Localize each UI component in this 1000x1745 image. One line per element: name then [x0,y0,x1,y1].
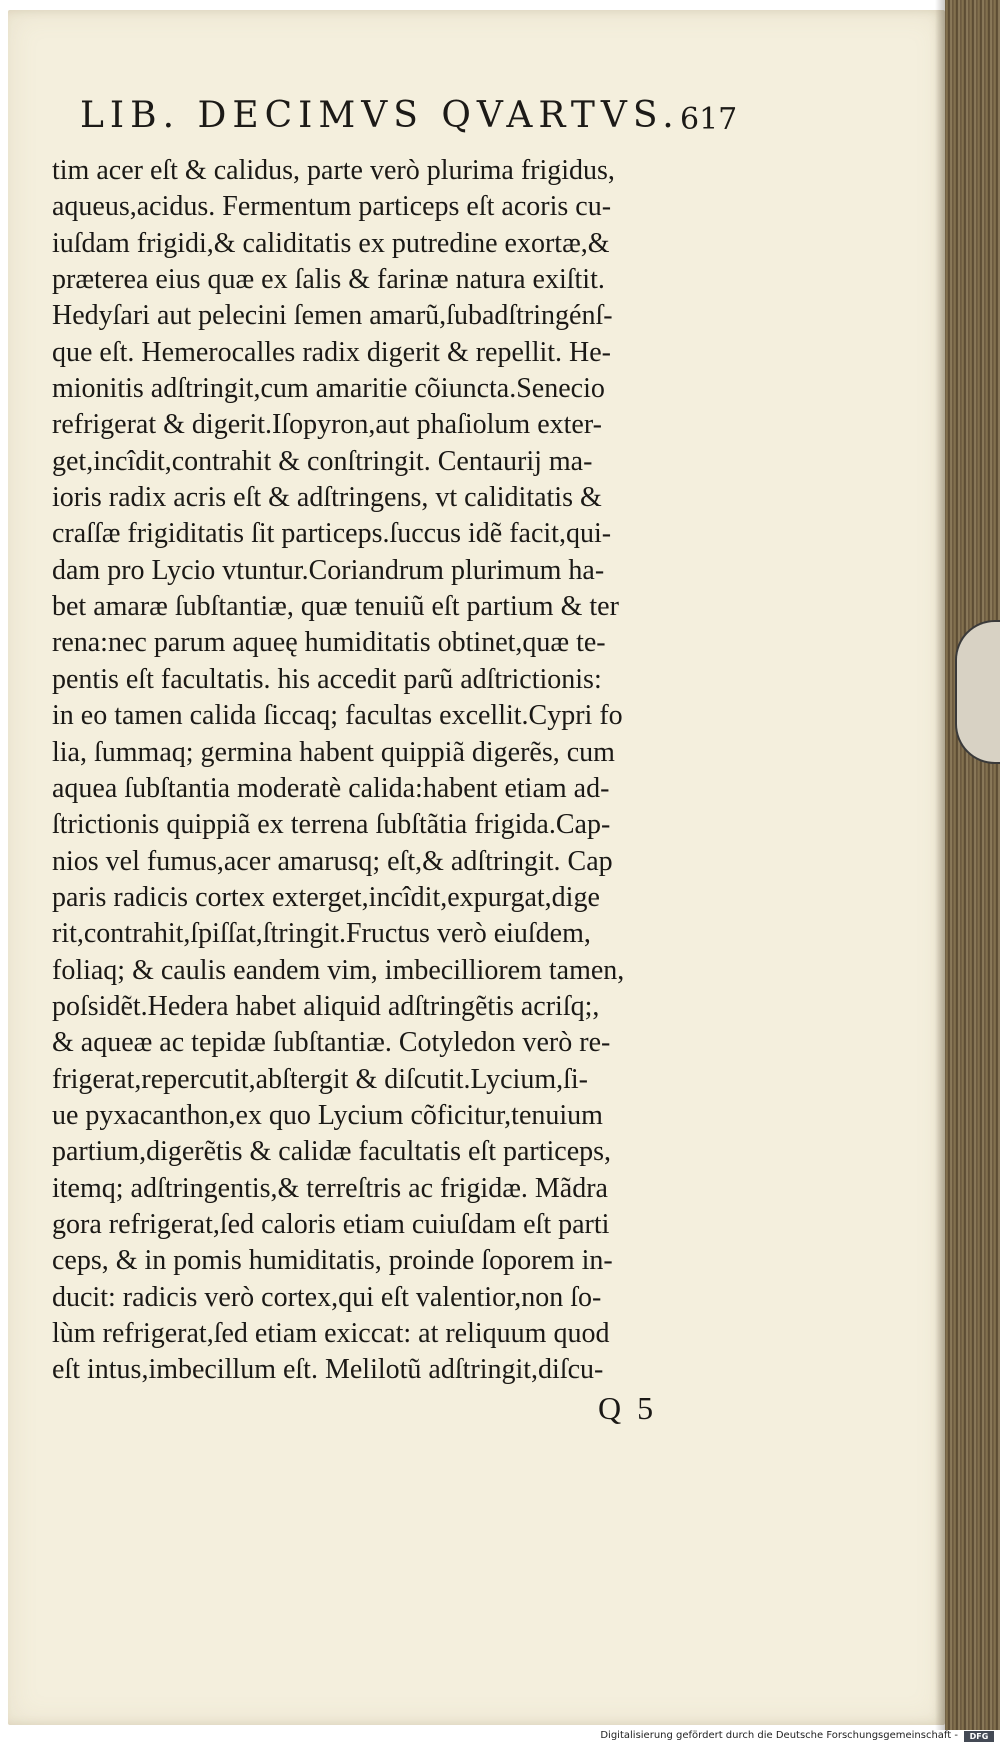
text-line: eſt intus,imbecillum eſt. Melilotũ adſtringit,diſcu- [52,1354,604,1386]
book-edge [945,0,1000,1730]
text-line: præterea eius quæ ex ſalis & farinæ natura exiſtit. [52,264,605,296]
text-line: ducit: radicis verò cortex,qui eſt valentior,non ſo- [52,1281,602,1313]
running-title: LIB. DECIMVS QVARTVS. [80,95,680,136]
text-line: gora refrigerat,ſed caloris etiam cuiuſdam eſt parti [52,1208,610,1240]
text-line: ue pyxacanthon,ex quo Lycium cõficitur,tenuium [52,1099,603,1131]
text-line: pentis eſt facultatis. his accedit parũ adſtrictionis: [52,663,602,695]
clip-tab [955,620,1000,764]
text-line: frigerat,repercutit,abſtergit & diſcutit.Lycium,ſi- [52,1063,588,1095]
text-line: in eo tamen calida ſiccaq; facultas excellit.Cypri fo [52,700,623,732]
signature-mark: Q 5 [598,1390,658,1426]
text-line: partium,digerẽtis & calidæ facultatis eſt particeps, [52,1136,612,1168]
digitization-credit: Digitalisierung gefördert durch die Deutsche Forschungsgemeinschaft - [600,1730,958,1741]
text-line: Hedyſari aut pelecini ſemen amarũ,ſubadſtringénſ- [52,300,613,332]
text-line: poſsidẽt.Hedera habet aliquid adſtringẽtis acriſq;, [52,990,600,1022]
text-line: ſtrictionis quippiã ex terrena ſubſtãtia frigida.Cap- [52,809,611,841]
text-line: get,incîdit,contrahit & conſtringit. Centaurij ma- [52,445,593,477]
text-line: lia, ſummaq; germina habent quippiã digerẽs, cum [52,736,615,768]
text-line: mionitis adſtringit,cum amaritie cõiuncta.Senecio [52,373,605,405]
book-page [8,10,945,1725]
text-line: iuſdam frigidi,& caliditatis ex putredine exortæ,& [52,227,610,259]
text-line: que eſt. Hemerocalles radix digerit & repellit. He- [52,336,612,368]
text-line: tim acer eſt & calidus, parte verò plurima frigidus, [52,155,615,186]
text-line: aqueus,acidus. Fermentum particeps eſt acoris cu- [52,191,612,223]
page-number: 617 [680,102,738,137]
text-line: refrigerat & digerit.Iſopyron,aut phaſiolum exter- [52,409,602,441]
text-line: ioris radix acris eſt & adſtringens, vt caliditatis & [52,482,602,514]
text-line: ceps, & in pomis humiditatis, proinde ſoporem in- [52,1245,613,1277]
text-line: rena:nec parum aqueę humiditatis obtinet,quæ te- [52,627,606,659]
text-line: aquea ſubſtantia moderatè calida:habent etiam ad- [52,772,610,804]
text-line: foliaq; & caulis eandem vim, imbecilliorem tamen, [52,954,625,986]
text-line: craſſæ frigiditatis ſit particeps.ſuccus idẽ facit,qui- [52,518,612,550]
text-line: lùm refrigerat,ſed etiam exiccat: at reliquum quod [52,1318,610,1349]
text-line: & aqueæ ac tepidæ ſubſtantiæ. Cotyledon verò re- [52,1027,611,1059]
body-text [52,153,782,1389]
text-line: rit,contrahit,ſpiſſat,ſtringit.Fructus verò eiuſdem, [52,918,591,950]
text-line: bet amaræ ſubſtantiæ, quæ tenuiũ eſt partium & ter [52,591,619,623]
text-line: dam pro Lycio vtuntur.Coriandrum plurimum ha- [52,554,605,586]
text-line: itemq; adſtringentis,& terreſtris ac frigidæ. Mãdra [52,1172,608,1204]
dfg-logo-icon: DFG [964,1731,994,1742]
text-line: nios vel fumus,acer amarusq; eſt,& adſtringit. Cap [52,845,613,877]
text-line: paris radicis cortex exterget,incîdit,expurgat,dige [52,881,600,913]
